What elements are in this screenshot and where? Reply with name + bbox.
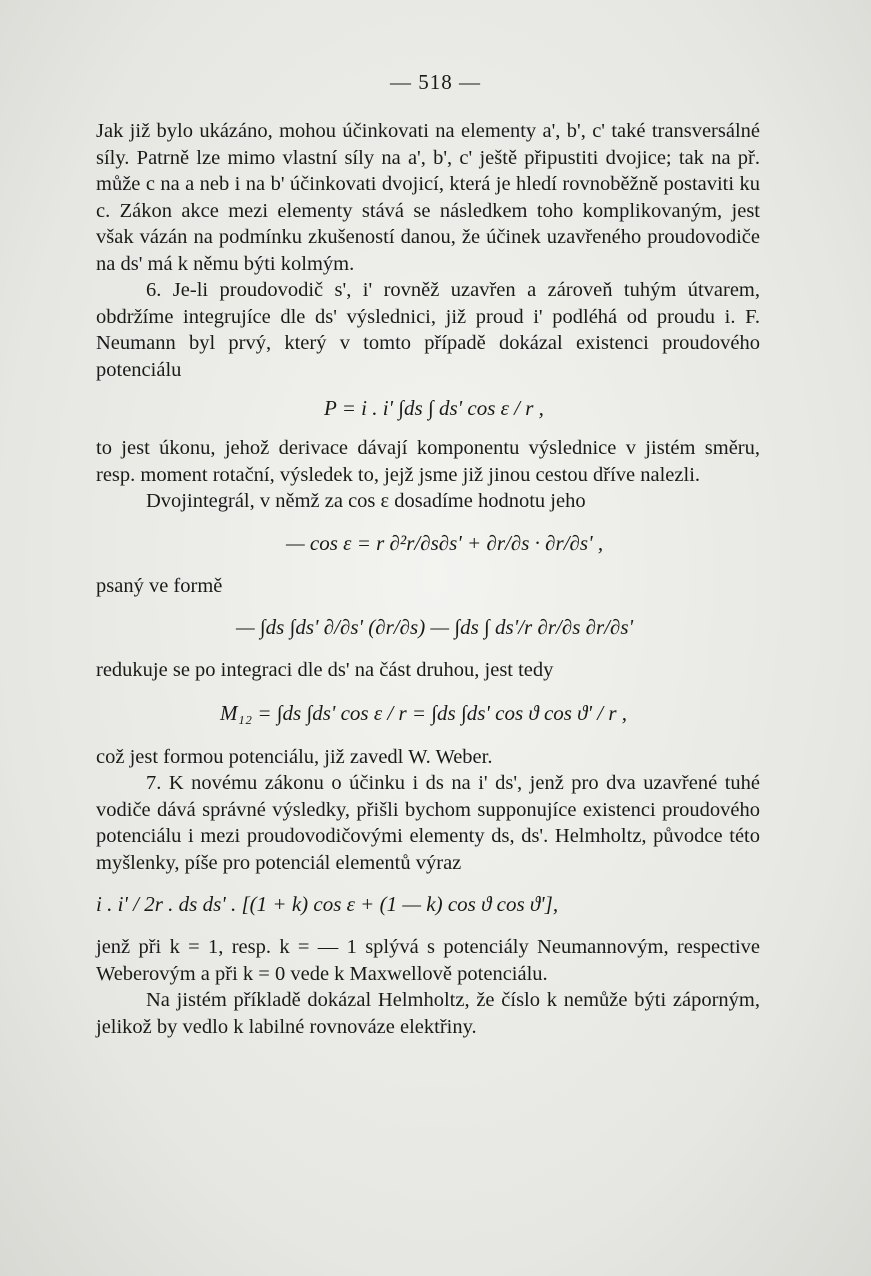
- paragraph-9: jenž při k = 1, resp. k = — 1 splývá s potenciály Neumannovým, respective Weberovým a při k = 0 vede k Maxwellově potenciálu.: [96, 936, 760, 985]
- page-number: — 518 —: [390, 70, 481, 94]
- formula-cos-epsilon: — cos ε = r ∂²r/∂s∂s' + ∂r/∂s · ∂r/∂s' ,: [286, 530, 604, 555]
- formula-helmholtz: i . i' / 2r . ds ds' . [(1 + k) cos ε + (1 — k) cos ϑ cos ϑ'],: [96, 892, 559, 916]
- paragraph-1: Jak již bylo ukázáno, mohou účinkovati na elementy a', b', c' také transversálné síly. Patrně lze mimo vlastní síly na a', b', c' ještě připustiti dvojice; tak na př. může c na a neb i na b' účinkovati dvojicí, která je hledí rovnoběžně postaviti ku c. Zákon akce mezi elementy stává se následkem toho komplikovaným, jest však vázán na podmínku zkušeností danou, že účinek uzavřeného proudovodiče na ds' má k němu býti kolmým.: [96, 120, 760, 275]
- paragraph-5: psaný ve formě: [96, 574, 223, 597]
- paragraph-6: redukuje se po integraci dle ds' na část druhou, jest tedy: [96, 659, 554, 681]
- paragraph-8: 7. K novému zákonu o účinku i ds na i' ds', jenž pro dva uzavřené tuhé vodiče dává správné výsledky, přišli bychom supponujíce existenci proudového potenciálu i mezi proudovodičovými elementy ds, ds'. Helmholtz, původce této myšlenky, píše pro potenciál elementů výraz: [96, 772, 760, 874]
- paragraph-10: Na jistém příkladě dokázal Helmholtz, že číslo k nemůže býti záporným, jelikož by vedlo k labilné rovnováze elektřiny.: [96, 989, 760, 1038]
- text-body: [96, 118, 760, 1040]
- paragraph-4: Dvojintegrál, v němž za cos ε dosadíme hodnotu jeho: [146, 490, 586, 512]
- paragraph-3: to jest úkonu, jehož derivace dávají komponentu výslednice v jistém směru, resp. moment rotační, výsledek to, jejž jsme již jinou cestou dříve nalezli.: [96, 437, 760, 486]
- formula-double-integral: — ∫ds ∫ds' ∂/∂s' (∂r/∂s) — ∫ds ∫ ds'/r ∂r/∂s ∂r/∂s': [236, 615, 634, 639]
- paragraph-7: což jest formou potenciálu, již zavedl W. Weber.: [96, 745, 493, 768]
- paragraph-2: 6. Je-li proudovodič s', i' rovněž uzavřen a zároveň tuhým útvarem, obdržíme integrujíce dle ds' výslednici, již proud i' podléhá od proudu i. F. Neumann byl prvý, který v tomto případě dokázal existenci proudového potenciálu: [96, 279, 760, 381]
- formula-neumann-potential: P = i . i' ∫ds ∫ ds' cos ε / r ,: [324, 396, 544, 420]
- formula-m12: M₁₂ = ∫ds ∫ds' cos ε / r = ∫ds ∫ds' cos ϑ cos ϑ' / r ,: [220, 700, 627, 725]
